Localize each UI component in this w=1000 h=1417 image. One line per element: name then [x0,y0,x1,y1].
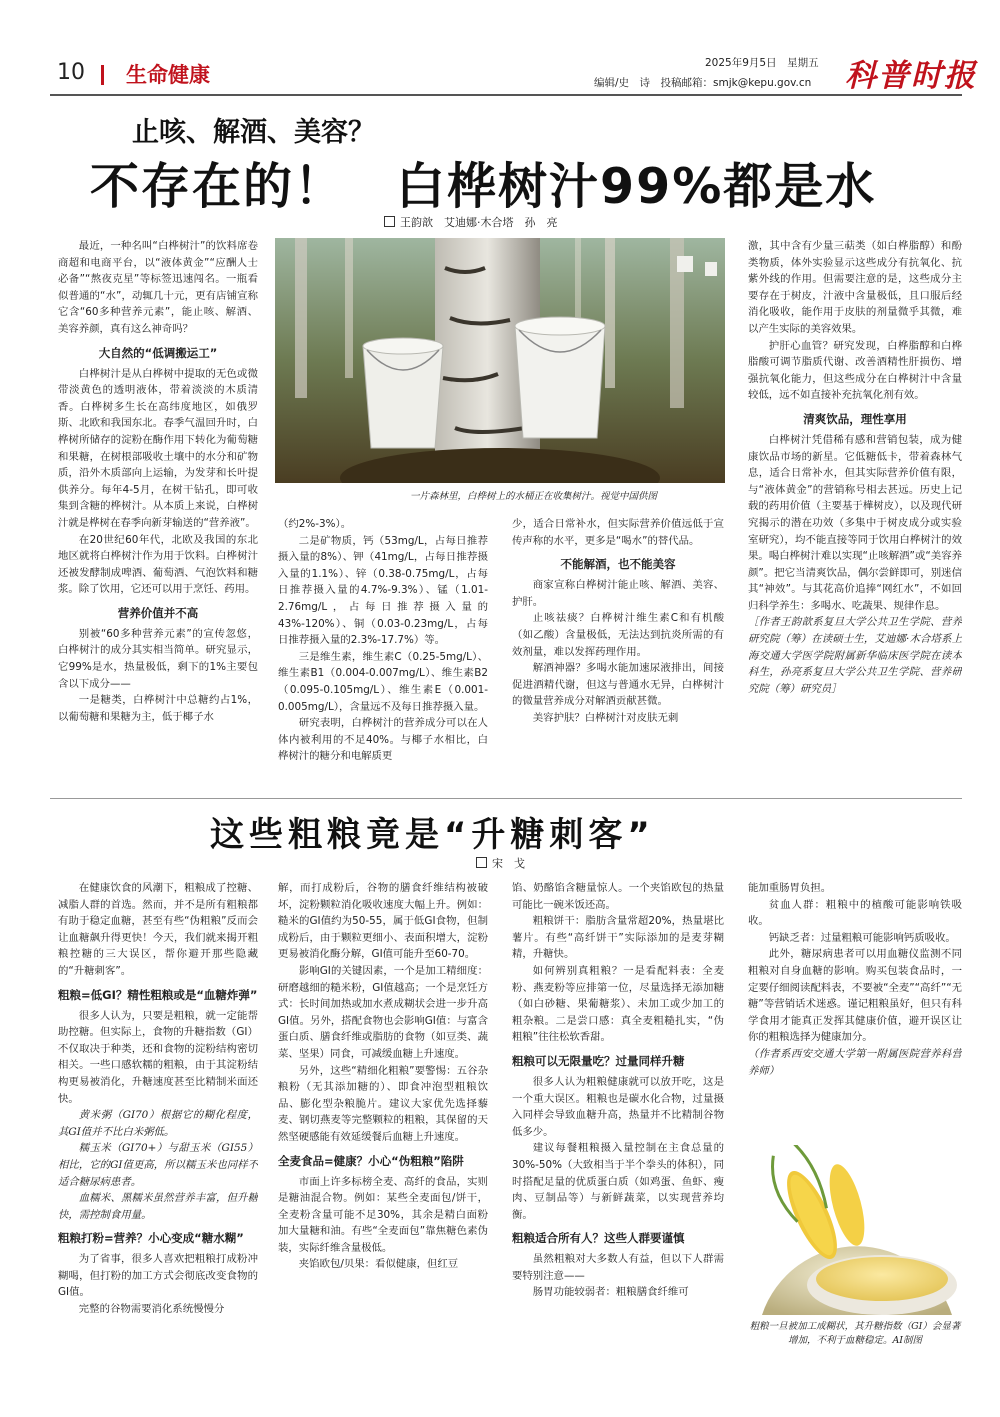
issue-date: 2025年9月5日 星期五 [705,57,819,69]
paragraph: 如何辨别真粗粮？一是看配料表：全麦粉、燕麦粉等应排第一位，尽量选择无添加糖（如白砂糖、果葡糖浆）、未加工或少加工的粗杂粮。二是尝口感：真全麦粗糙扎实，“伪粗粮”往往松软香甜。 [512,964,724,1044]
paragraph: 为了省事，很多人喜欢把粗粮打成粉冲糊喝，但打粉的加工方式会彻底改变食物的GI值。 [58,1253,258,1299]
subheading: 粗粮可以无限量吃？过量同样升糖 [512,1053,685,1068]
article-separator [50,798,962,799]
paragraph: 肠胃功能较弱者：粗粮膳食纤维可 [532,1286,689,1299]
byline-box-icon [384,216,395,227]
article1-headline: 不存在的！ 白桦树汁99%都是水 [90,158,877,215]
article1-kicker: 止咳、解酒、美容？ [132,117,375,148]
paragraph: 影响GI的关键因素，一个是加工精细度：研磨越细的糙米粉，GI值越高；一个是烹饪方式：长时间加热或加水煮成糊状会进一步升高GI值。另外，搭配食物也会影响GI值：与富含蛋白质、膳食纤维或脂肪的食物（如豆类、蔬菜、坚果）同食，可减缓血糖上升速度。 [278,964,488,1060]
paragraph: 白桦树汁凭借稀有感和营销包装，成为健康饮品市场的新星。它低糖低卡，带着森林气息，适合日常补水，但其实际营养价值有限，与“液体黄金”的营销称号相去甚远。历史上记载的药用价值（主要基于樺树皮），以及现代研究揭示的潜在功效（多集中于树皮成分或实验室研究），均不能直接等同于饮用白桦树汁的效果。喝白桦树汁难以实现“止咳解酒”或“美容养颜”。把它当清爽饮品，偶尔尝鲜即可，别迷信其“神效”。与其花高价追捧“网红水”，不如回归科学养生：多喝水、吃蔬果、规律作息。 [748,433,962,612]
subheading: 不能解酒，也不能美容 [560,557,676,572]
article1-column-4 [748,238,962,794]
page-number: 10 [57,60,85,85]
paragraph: 夹馅欧包/贝果：看似健康，但红豆 [298,1258,459,1271]
article1-column-2 [278,516,488,794]
photo-caption: 一片森林里，白桦树上的水桶正在收集树汁。视觉中国供图 [410,491,658,502]
subheading: 粗粮=低GI？精性粗粮或是“血糖炸弹” [58,987,258,1002]
paragraph: 贫血人群：粗粮中的植酸可能影响铁吸收。 [748,898,962,928]
subheading: 大自然的“低调搬运工” [98,345,218,360]
paragraph: 很多人认为，只要是粗粮，就一定能帮助控糖。但实际上，食物的升糖指数（GI）不仅取决于种类，还和食物的淀粉结构密切相关。一些口感软糯的粗粮，由于其淀粉结构更易被消化，升糖速度甚至比精制米面还快。 [58,1009,258,1105]
paragraph: 别被“60多种营养元素”的宣传忽悠，白桦树汁的成分其实相当简单。研究显示，它99%是水，热量极低，剩下的1%主要包含以下成分—— [58,627,258,690]
article2-column-3 [512,880,724,1375]
article1-authors: 王韵歆 艾迪娜·木合塔 孙 亮 [400,216,558,229]
paragraph: 护肝心血管？研究发现，白桦脂醇和白桦脂酸可调节脂质代谢、改善酒精性肝损伤、增强抗氧化能力，但这些成分在白桦树汁中含量较低，远不如直接补充抗氧化剂有效。 [748,339,962,402]
bucket-left [363,338,443,448]
article2-column-1 [58,880,258,1375]
paragraph: （约2%-3%）。 [278,518,352,530]
paragraph: 血糯米、黑糯米虽然营养丰富，但升糖快，需控制食用量。 [58,1192,258,1221]
byline-box-icon [476,857,487,868]
paragraph: 二是矿物质，钙（53mg/L，占每日推荐摄入量的8%）、钾（41mg/L，占每日推荐摄入量的1.1%）、锌（0.38-0.75mg/L，占每日推荐摄入量的4.7%-9.3%）、锰（1.01-2.76mg/L，占每日推荐摄入量的43%-120%）、铜（0.03-0.23mg/L，占每日推荐摄入量的2.3%-17.7%）等。 [278,534,488,647]
paragraph: 此外，糖尿病患者可以用血糖仪监测不同粗粮对自身血糖的影响。购买包装食品时，一定要仔细阅读配料表，不要被“全麦”“高纤”“无糖”等营销话术迷惑。谨记粗粮虽好，但只有科学食用才能真正发挥其健康价值，避开误区让你的粗粮选择为健康加分。 [748,948,962,1044]
image-caption: 粗粮一旦被加工成糊状，其升糖指数（GI）会显著增加，不利于血糖稳定。AI制图 [749,1321,961,1346]
paragraph: 市面上许多标榜全麦、高纤的食品，实则是糖油混合物。例如：某些全麦面包/饼干，全麦粉含量可能不足30%，其余是精白面粉加大量糖和油。有些“全麦面包”靠焦糖色素伪装，实际纤维含量极低。 [278,1175,488,1254]
bucket-right [515,317,605,438]
paragraph: 商家宣称白桦树汁能止咳、解酒、美容、护肝。 [512,579,724,608]
editor-line: 编辑/史 诗 投稿邮箱：smjk@kepu.gov.cn [594,77,812,89]
subheading: 清爽饮品，理性享用 [803,411,907,426]
paragraph: 馅、奶酪馅含糖量惊人。一个夹馅欧包的热量可能比一碗米饭还高。 [512,882,724,911]
paragraph: 能加重肠胃负担。 [748,882,832,894]
corn-porridge-image [752,1145,962,1315]
subheading: 营养价值并不高 [117,605,199,620]
article2-author: 宋 戈 [492,857,525,870]
subheading: 粗粮打粉=营养？小心变成“糖水糊” [58,1231,244,1246]
paragraph: 粗粮饼干：脂肪含量常超20%，热量堪比薯片。有些“高纤饼干”实际添加的是麦芽糊精，升糖快。 [512,915,724,961]
paragraph: 钙缺乏者：过量粗粮可能影响钙质吸收。 [768,931,956,944]
paragraph: 最近，一种名叫“白桦树汁”的饮料席卷商超和电商平台，以“液体黄金”“应酬人士必备”“熬夜克星”等标签迅速闯名。一瓶看似普通的“水”，动辄几十元，更有店铺宣称它含“60多种营养元素”，能止咳、解酒、美容养颜，真有这么神奇吗？ [58,240,258,335]
subheading: 粗粮适合所有人？这些人群要谨慎 [512,1231,685,1246]
article2-column-4 [748,880,962,1130]
author-credit: （作者系西安交通大学第一附属医院营养科营养师） [748,1047,962,1077]
paragraph: 一是糖类，白桦树汁中总糖约占1%，以葡萄糖和果糖为主，低于椰子水 [58,694,258,723]
subheading: 全麦食品=健康？小心“伪粗粮”陷阱 [278,1153,464,1168]
header-rule [50,94,962,96]
paragraph: 解酒神器？多喝水能加速尿液排出，间接促进酒精代谢，但这与普通水无异，白桦树汁的微量营养成分对解酒贡献甚微。 [512,662,724,708]
paragraph: 虽然粗粮对大多数人有益，但以下人群需要特别注意—— [512,1253,724,1282]
author-credit: ［作者王韵歆系复旦大学公共卫生学院、营养研究院（筹）在读硕士生，艾迪娜·木合塔系上海交通大学医学院附属新华临床医学院在读本科生，孙亮系复旦大学公共卫生学院、营养研究院（筹）研究员］ [748,616,962,695]
article1-column-3 [512,516,724,794]
paragraph: 在20世纪60年代，北欧及我国的东北地区就将白桦树汁作为用于饮料。白桦树汁还被发酵制成啤酒、葡萄酒、气泡饮料和糖浆。除了饮用，它还可以用于烹饪、药用。 [58,533,258,596]
article1-byline [384,214,558,230]
paragraph: 解，而打成粉后，谷物的膳食纤维结构被破坏，淀粉颗粒消化吸收速度大幅上升。例如：糙米的GI值约为50-55，属于低GI食物，但制成粉后，由于颗粒更细小、表面积增大，淀粉更易被消化酶分解，GI值可能升至60-70。 [278,882,488,961]
paragraph: 白桦树汁是从白桦树中提取的无色或微带淡黄色的透明液体，带着淡淡的木质清香。白桦树多生长在高纬度地区，如俄罗斯、北欧和我国东北。春季气温回升时，白桦树所储存的淀粉在酶作用下转化为葡萄糖和果糖，在树根部吸收土壤中的水分和矿物质，沿外木质部向上运输，为发芽和长叶提供养分。每年4-5月，在树干钻孔，即可收集到含糖的桦树汁。从本质上来说，白桦树汁就是桦树在春季向新芽输送的“营养液”。 [58,367,258,529]
paragraph: 糯玉米（GI70+）与甜玉米（GI55）相比，它的GI值更高，所以糯玉米也同样不适合糖尿病患者。 [58,1142,258,1188]
paragraph: 建议每餐粗粮摄入量控制在主食总量的30%-50%（大致相当于半个拳头的体积），同时搭配足量的优质蛋白质（如鸡蛋、鱼虾、瘦肉、豆制品等）与新鲜蔬菜，以实现营养均衡。 [512,1142,724,1221]
paragraph: 黄米粥（GI70）根据它的糊化程度，其GI值并不比白米粥低。 [58,1109,258,1138]
paragraph: 止咳祛痰？白桦树汁维生素C和有机酸（如乙酸）含量极低，无法达到抗炎所需的有效剂量，难以发挥药理作用。 [512,612,724,658]
article2-byline [476,855,525,871]
paragraph: 美容护肤？白桦树汁对皮肤无刺 [532,711,679,724]
birch-forest-illustration [275,238,725,483]
article2-headline: 这些粗粮竟是“升糖刺客” [210,815,655,855]
paragraph: 研究表明，白桦树汁的营养成分可以在人体内被利用的不足40%。与椰子水相比，白桦树汁的糖分和电解质更 [278,717,488,763]
paragraph: 另外，这些“精细化粗粮”要警惕：五谷杂粮粉（无其添加糖的）、即食冲泡型粗粮饮品、膨化型杂粮脆片。建议大家优先选择藜麦、钢切燕麦等完整颗粒的粗粮，其保留的天然坚硬感能有效延缓餐后血糖上升速度。 [278,1064,488,1143]
section-title: 生命健康 [126,63,210,87]
article1-column-1 [58,238,258,794]
paragraph: 很多人认为粗粮健康就可以放开吃，这是一个重大误区。粗粮也是碳水化合物，过量摄入同样会导致血糖升高，热量并不比精制谷物低多少。 [512,1075,724,1138]
birch-sap-photo [275,238,725,483]
paragraph: 三是维生素，维生素C（0.25-5mg/L）、维生素B1（0.004-0.007mg/L）、维生素B2（0.095-0.105mg/L）、维生素E（0.001-0.005mg/L），含量远不及每日推荐摄入量。 [278,650,488,713]
article2-column-2 [278,880,488,1375]
corn-porridge-illustration [752,1145,962,1315]
header-divider [101,65,104,85]
paragraph: 激，其中含有少量三萜类（如白桦脂醇）和酚类物质，体外实验显示这些成分有抗氧化、抗紫外线的作用。但需要注意的是，这些成分主要存在于树皮，汁液中含量极低，且口服后经消化吸收，能作用于皮肤的剂量微乎其微，难以产生实际的美容效果。 [748,240,962,335]
paragraph: 在健康饮食的风潮下，粗粮成了控糖、减脂人群的首选。然而，并不是所有粗粮都有助于稳定血糖，甚至有些“伪粗粮”反而会让血糖飙升得更快！今天，我们就来揭开粗粮控糖的三大误区，帮你避开那些隐藏的“升糖刺客”。 [58,882,258,977]
paragraph: 少，适合日常补水，但实际营养价值远低于宣传声称的水平，更多是“喝水”的替代品。 [512,518,724,547]
masthead-logo: 科普时报 [845,58,977,94]
paragraph: 完整的谷物需要消化系统慢慢分 [78,1303,225,1316]
